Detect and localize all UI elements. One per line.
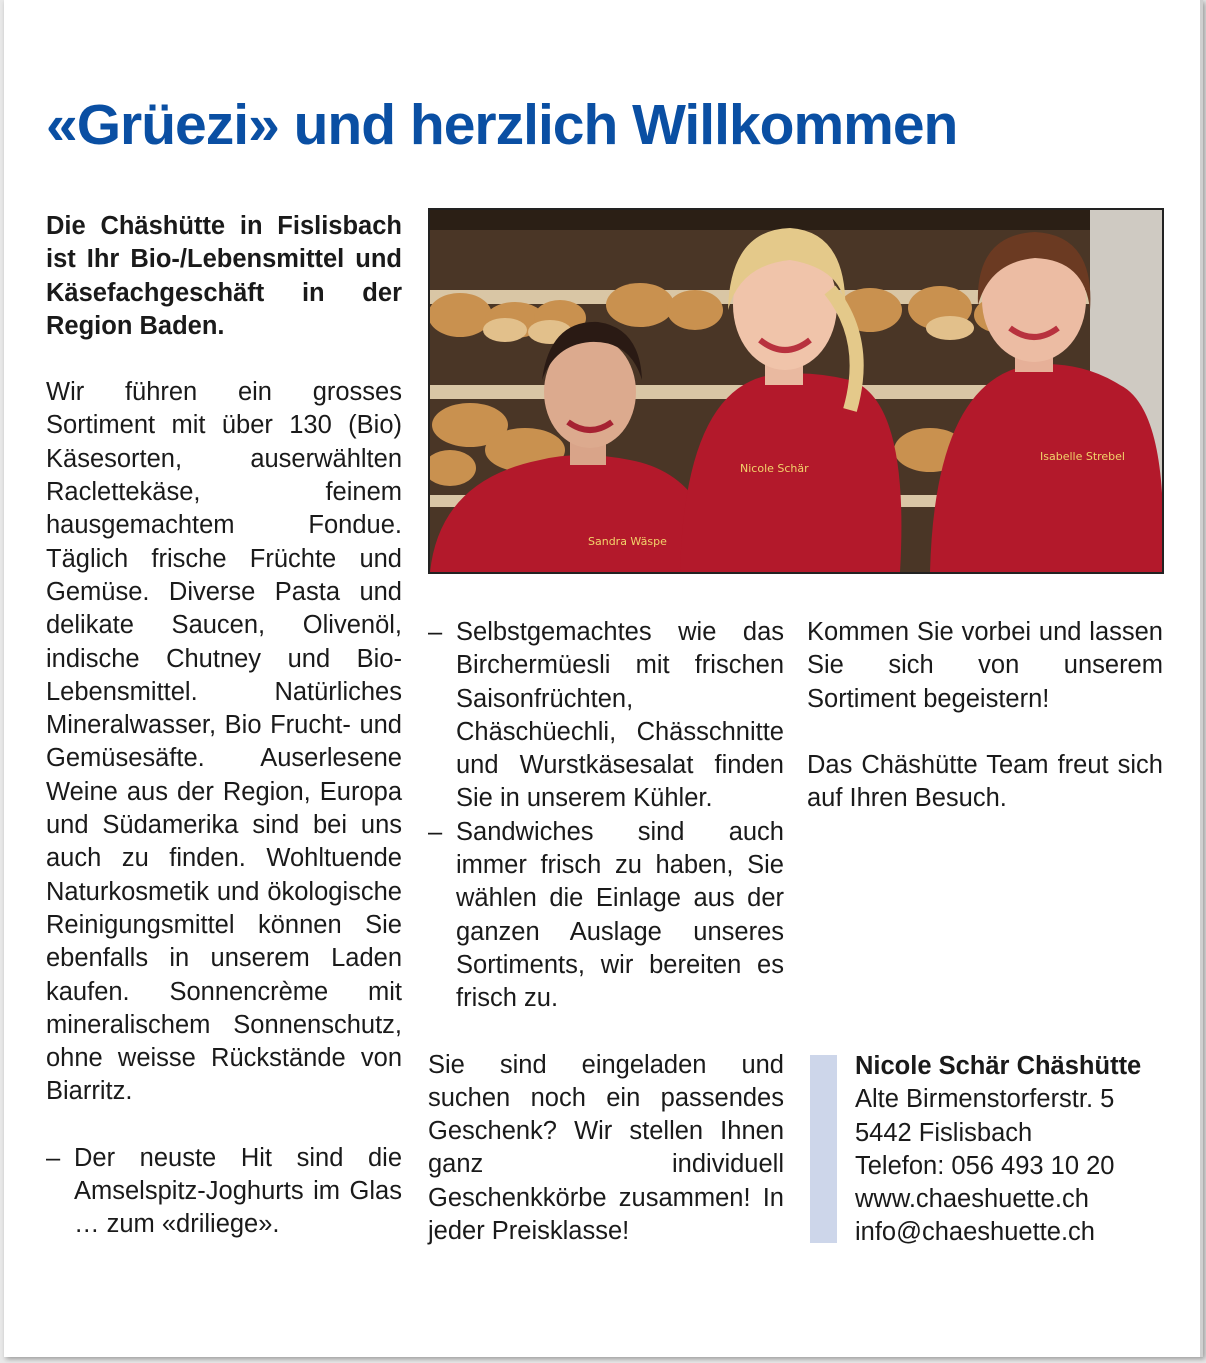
bullet-selbstgemachtes: – Selbstgemachtes wie das Birchermüesli mit frischen Saisonfrüchten, Chäschüechli, Chässchnitte und Wurstkäsesalat finden Sie in unserem Kühler. bbox=[428, 616, 784, 816]
staff-photo bbox=[428, 208, 1164, 574]
article-page bbox=[4, 0, 1203, 1357]
contact-accent-bar bbox=[810, 1055, 837, 1243]
contact-street: Alte Birmenstorferstr. 5 bbox=[855, 1085, 1115, 1114]
name-tag-left: Sandra Wäspe bbox=[588, 535, 667, 548]
bullet-joghurt: – Der neuste Hit sind die Amselspitz-Joghurts im Glas … zum «driliege». bbox=[46, 1142, 402, 1242]
column-left bbox=[46, 210, 402, 1242]
gift-paragraph: Sie sind eingeladen und suchen noch ein passendes Geschenk? Wir stellen Ihnen ganz individuell Geschenkkörbe zusammen! In jeder Preisklasse! bbox=[428, 1050, 784, 1246]
team-paragraph: Das Chäshütte Team freut sich auf Ihren Besuch. bbox=[807, 750, 1163, 813]
contact-email-link[interactable]: info@chaeshuette.ch bbox=[855, 1218, 1095, 1247]
name-tag-middle: Nicole Schär bbox=[740, 462, 809, 475]
contact-phone[interactable]: Telefon: 056 493 10 20 bbox=[855, 1151, 1115, 1180]
column-right bbox=[807, 616, 1163, 815]
contact-website-link[interactable]: www.chaeshuette.ch bbox=[855, 1185, 1089, 1214]
contact-city: 5442 Fislisbach bbox=[855, 1118, 1033, 1147]
article-title: «Grüezi» und herzlich Willkommen bbox=[46, 93, 958, 157]
staff-photo-illustration bbox=[430, 210, 1162, 572]
body-paragraph: Wir führen ein grosses Sortiment mit über 130 (Bio) Käsesorten, auserwählten Raclettekäse, feinem hausgemachtem Fondue. Täglich frische Früchte und Gemüse. Diverse Pasta und delikate Saucen, Olivenöl, indische Chutney und Bio-Lebensmittel. Natürliches Mineralwasser, Bio Frucht- und Gemüsesäfte. Auserlesene Weine aus der Region, Europa und Südamerika sind bei uns auch zu finden. Wohltuende Naturkosmetik und ökologische Reinigungsmittel können Sie ebenfalls in unserem Laden kaufen. Sonnencrème mit mineralischem Sonnenschutz, ohne weisse Rückstände von Biarritz. bbox=[46, 378, 402, 1106]
name-tag-right: Isabelle Strebel bbox=[1040, 450, 1125, 463]
bullet-sandwiches: – Sandwiches sind auch immer frisch zu haben, Sie wählen die Einlage aus der ganzen Auslage unseres Sortiments, wir bereiten es frisch zu. bbox=[428, 816, 784, 1016]
column-middle bbox=[428, 616, 784, 1248]
invite-paragraph: Kommen Sie vorbei und lassen Sie sich von unserem Sortiment begeistern! bbox=[807, 618, 1163, 713]
lead-paragraph: Die Chäshütte in Fislisbach ist Ihr Bio-/Lebensmittel und Käsefachgeschäft in der Region Baden. bbox=[46, 212, 402, 340]
contact-name: Nicole Schär Chäshütte bbox=[855, 1052, 1142, 1080]
contact-block bbox=[855, 1050, 1175, 1250]
